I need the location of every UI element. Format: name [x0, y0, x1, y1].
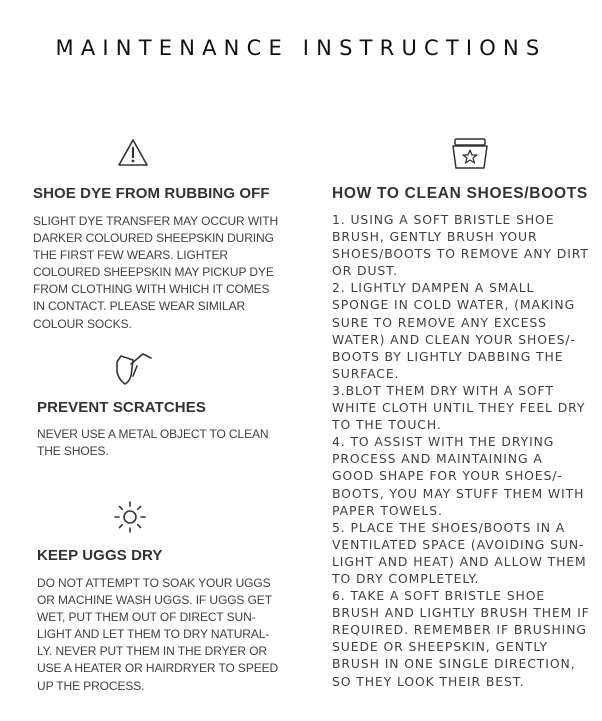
cleaning-line: SHOES/BOOTS TO REMOVE ANY DIRT [332, 246, 589, 262]
cleaning-line: LIGHT AND HEAT) AND ALLOW THEM [332, 553, 587, 569]
cleaning-line: SO THEY LOOK THEIR BEST. [332, 673, 525, 689]
cleaning-line: GOOD SHAPE FOR YOUR SHOES/- [332, 468, 563, 484]
washing-basin-star-icon [450, 137, 490, 171]
section-heading-dry: KEEP UGGS DRY [37, 547, 163, 564]
cleaning-line: 3.BLOT THEM DRY WITH A SOFT [332, 382, 554, 398]
cleaning-line: SUEDE OR SHEEPSKIN, GENTLY [332, 639, 548, 655]
cleaning-line: 1. USING A SOFT BRISTLE SHOE [332, 212, 555, 227]
cleaning-line: 5. PLACE THE SHOES/BOOTS IN A [332, 519, 566, 535]
cleaning-line: PROCESS AND MAINTAINING A [332, 451, 543, 467]
cleaning-line: OR DUST. [332, 263, 399, 279]
shield-scratch-icon [111, 350, 155, 386]
warning-triangle-icon [117, 138, 149, 168]
cleaning-steps [332, 211, 590, 690]
cleaning-line: 6. TAKE A SOFT BRISTLE SHOE [332, 588, 546, 604]
cleaning-line: WHITE CLOTH UNTIL THEY FEEL DRY [332, 400, 586, 416]
cleaning-line: PAPER TOWELS. [332, 502, 443, 518]
page-title: MAINTENANCE INSTRUCTIONS [55, 36, 547, 60]
cleaning-line: BOOTS BY LIGHTLY DABBING THE [332, 348, 564, 364]
cleaning-heading: HOW TO CLEAN SHOES/BOOTS [332, 185, 588, 202]
cleaning-line: TO THE TOUCH. [332, 417, 442, 433]
cleaning-line: SURFACE. [332, 365, 400, 381]
cleaning-line: BRUSH, GENTLY BRUSH YOUR [332, 229, 538, 245]
cleaning-line: BRUSH IN ONE SINGLE DIRECTION, [332, 656, 576, 672]
sun-icon [112, 499, 148, 535]
section-body-dye: SLIGHT DYE TRANSFER MAY OCCUR WITH DARKER COLOURED SHEEPSKIN DURING THE FIRST FEW WEARS. LIGHTER COLOURED SHEEPSKIN MAY PICKUP DYE FROM CLOTHING WITH WHICH IT COMES IN CONTACT. PLEASE WEAR SIMILAR COLOUR SOCKS. [33, 214, 279, 331]
section-body-dry: DO NOT ATTEMPT TO SOAK YOUR UGGS OR MACHINE WASH UGGS. IF UGGS GET WET, PUT THEM OUT OF DIRECT SUN- LIGHT AND LET THEM TO DRY NATURAL- LY. NEVER PUT THEM IN THE DRYER OR USE A HEATER OR HAIRDRYER TO SPEED UP THE PROCESS. [37, 576, 279, 693]
cleaning-line: WATER) AND CLEAN YOUR SHOES/- [332, 331, 576, 347]
section-heading-dye: SHOE DYE FROM RUBBING OFF [33, 185, 270, 202]
cleaning-line: SPONGE IN COLD WATER, (MAKING [332, 297, 576, 313]
cleaning-line: 2. LIGHTLY DAMPEN A SMALL [332, 280, 535, 296]
cleaning-line: BRUSH AND LIGHTLY BRUSH THEM IF [332, 605, 590, 621]
section-body-scratches: NEVER USE A METAL OBJECT TO CLEAN THE SHOES. [37, 427, 269, 459]
section-heading-scratches: PREVENT SCRATCHES [37, 399, 206, 416]
cleaning-line: SURE TO REMOVE ANY EXCESS [332, 314, 547, 330]
cleaning-line: TO DRY COMPLETELY. [332, 570, 480, 586]
cleaning-line: 4. TO ASSIST WITH THE DRYING [332, 434, 555, 450]
cleaning-line: BOOTS, YOU MAY STUFF THEM WITH [332, 485, 585, 501]
cleaning-line: REQUIRED. REMEMBER IF BRUSHING [332, 622, 587, 638]
cleaning-line: VENTILATED SPACE (AVOIDING SUN- [332, 536, 585, 552]
